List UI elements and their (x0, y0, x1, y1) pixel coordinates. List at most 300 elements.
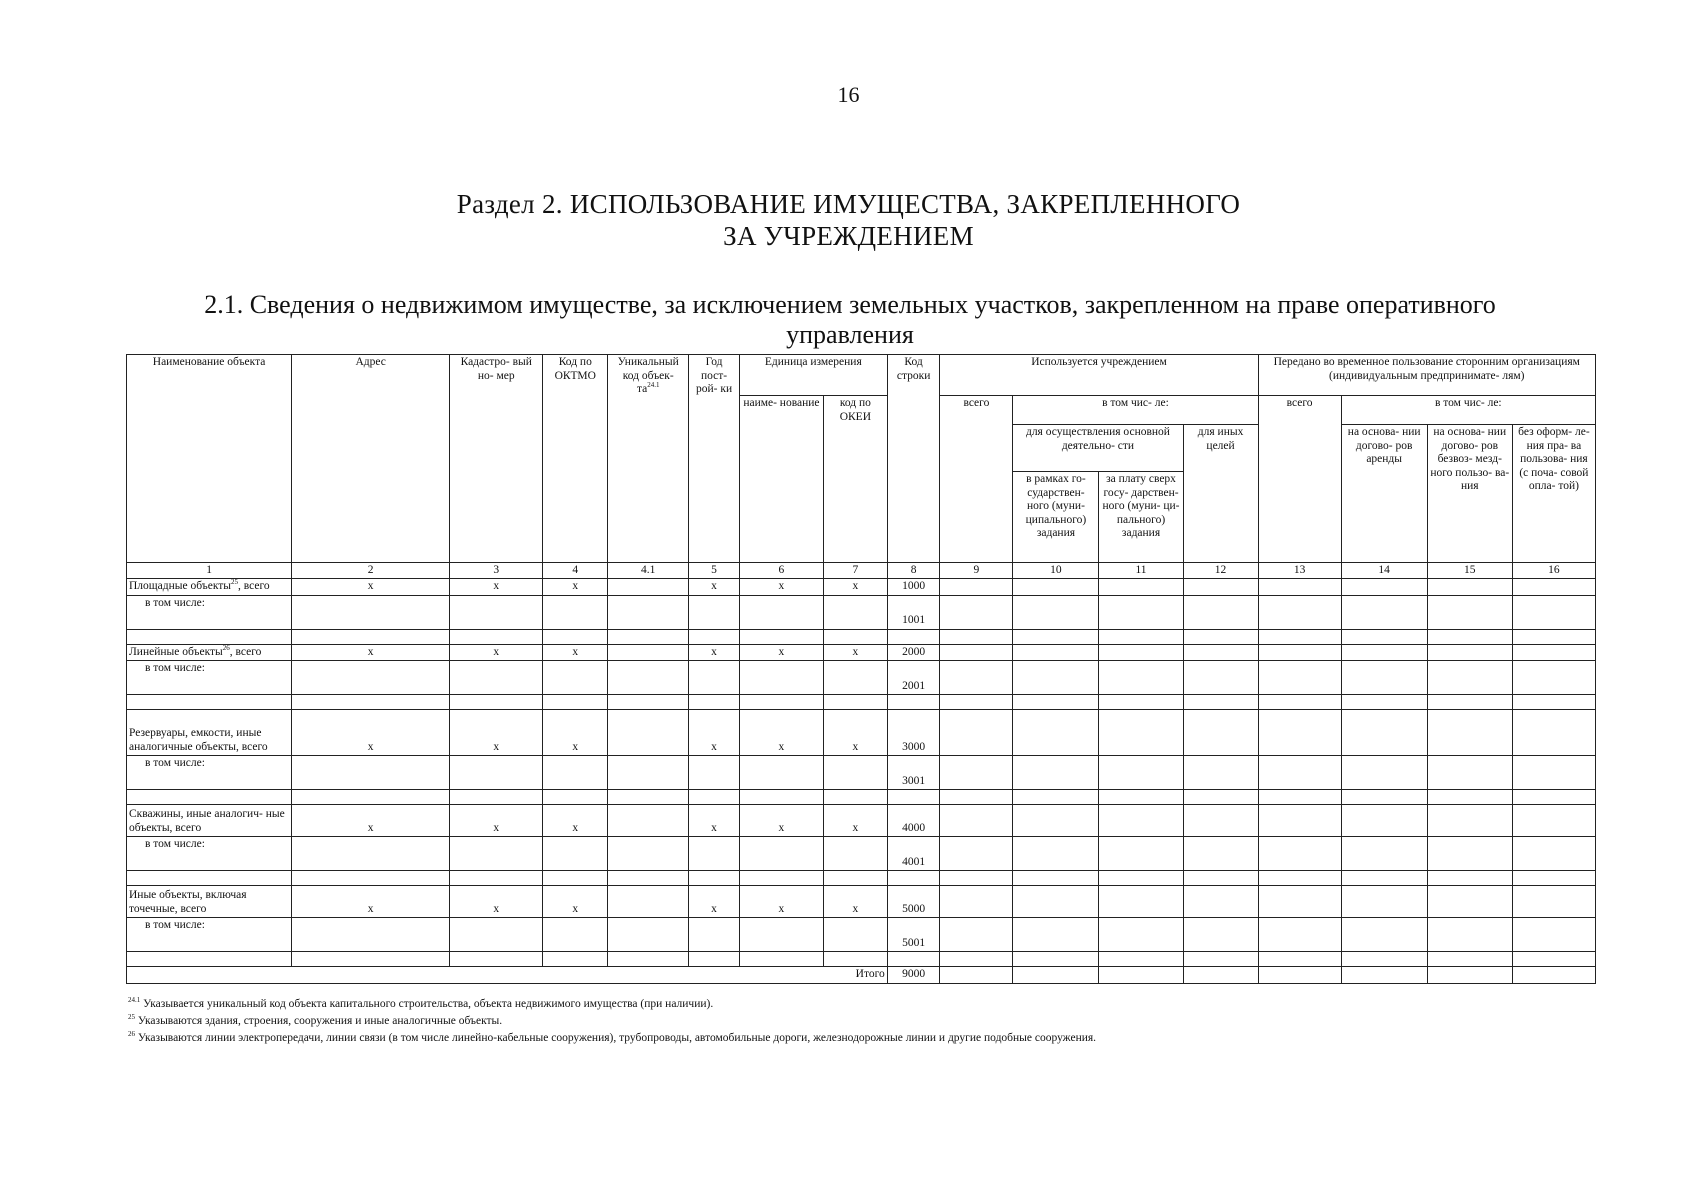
not-applicable-mark: x (543, 644, 608, 661)
hdr-tr-total: всего (1258, 396, 1341, 563)
not-applicable-mark: x (292, 644, 450, 661)
row-code: 2001 (887, 661, 940, 695)
not-applicable-mark: x (823, 805, 887, 837)
data-cell (608, 644, 689, 661)
data-cell[interactable] (1258, 790, 1341, 805)
data-cell[interactable] (1427, 644, 1512, 661)
data-cell[interactable] (1512, 595, 1595, 629)
data-cell[interactable] (608, 695, 689, 710)
data-cell[interactable] (823, 790, 887, 805)
table-row (127, 595, 1596, 629)
data-cell[interactable] (543, 756, 608, 790)
data-cell[interactable] (689, 790, 740, 805)
table-row (127, 837, 1596, 871)
hdr-tr-nodoc: без оформ- ле- ния пра- ва пользова- ния (с поча- совой опла- той) (1512, 425, 1595, 563)
data-cell[interactable] (543, 918, 608, 952)
data-cell[interactable] (1427, 805, 1512, 837)
data-cell[interactable] (1427, 695, 1512, 710)
data-cell[interactable] (823, 918, 887, 952)
data-cell[interactable] (1427, 661, 1512, 695)
data-cell[interactable] (739, 595, 823, 629)
object-name: Скважины, иные аналогич- ные объекты, всего (127, 805, 292, 837)
not-applicable-mark: x (543, 710, 608, 756)
data-cell[interactable] (1512, 579, 1595, 596)
data-cell (887, 629, 940, 644)
data-cell[interactable] (940, 886, 1013, 918)
data-cell[interactable] (1341, 837, 1427, 871)
data-cell[interactable] (1258, 579, 1341, 596)
data-cell[interactable] (1258, 967, 1341, 984)
data-cell[interactable] (1341, 967, 1427, 984)
data-cell (608, 579, 689, 596)
data-cell[interactable] (1427, 579, 1512, 596)
table-row (127, 886, 1596, 918)
not-applicable-mark: x (739, 805, 823, 837)
data-cell[interactable] (292, 837, 450, 871)
data-cell[interactable] (543, 790, 608, 805)
data-cell[interactable] (1013, 710, 1099, 756)
data-cell[interactable] (1183, 644, 1258, 661)
data-cell[interactable] (1183, 805, 1258, 837)
column-number: 14 (1341, 563, 1427, 579)
data-cell[interactable] (543, 952, 608, 967)
data-cell[interactable] (1099, 805, 1183, 837)
data-cell[interactable] (1512, 629, 1595, 644)
data-cell[interactable] (1341, 661, 1427, 695)
data-cell (887, 790, 940, 805)
data-cell[interactable] (823, 661, 887, 695)
data-cell (608, 805, 689, 837)
data-cell[interactable] (1258, 952, 1341, 967)
data-cell[interactable] (1427, 837, 1512, 871)
hdr-used: Используется учреждением (940, 355, 1258, 396)
row-code: 3000 (887, 710, 940, 756)
data-cell[interactable] (1183, 579, 1258, 596)
column-number: 12 (1183, 563, 1258, 579)
data-cell[interactable] (940, 661, 1013, 695)
object-name: Площадные объекты$^{25}$, всего (127, 579, 292, 596)
data-cell[interactable] (823, 837, 887, 871)
column-number: 9 (940, 563, 1013, 579)
data-cell[interactable] (1183, 595, 1258, 629)
column-number: 10 (1013, 563, 1099, 579)
data-cell[interactable] (608, 595, 689, 629)
not-applicable-mark: x (739, 886, 823, 918)
table-row (127, 805, 1596, 837)
table-row (127, 644, 1596, 661)
object-name: Линейные объекты$^{26}$, всего (127, 644, 292, 661)
row-code: 4000 (887, 805, 940, 837)
data-cell[interactable] (450, 871, 543, 886)
footnote-text: Указываются линии электропередачи, линии связи (в том числе линейно-кабельные сооружения), трубопроводы, автомобильные дороги, железнодорожные линии и другие подобные сооружения. (137, 1032, 1097, 1044)
footnote-mark: 24.1 (128, 996, 141, 1005)
data-cell[interactable] (1512, 710, 1595, 756)
data-cell[interactable] (940, 629, 1013, 644)
data-cell[interactable] (1013, 644, 1099, 661)
hdr-tr-lease: на основа- нии догово- ров аренды (1341, 425, 1427, 563)
data-cell[interactable] (1099, 871, 1183, 886)
data-cell[interactable] (1183, 695, 1258, 710)
column-number: 6 (739, 563, 823, 579)
not-applicable-mark: x (689, 805, 740, 837)
not-applicable-mark: x (543, 579, 608, 596)
not-applicable-mark: x (450, 579, 543, 596)
data-cell[interactable] (689, 837, 740, 871)
table-row (127, 579, 1596, 596)
data-cell[interactable] (1258, 918, 1341, 952)
data-cell[interactable] (1512, 871, 1595, 886)
section-title-line2: ЗА УЧРЕЖДЕНИЕМ (723, 221, 974, 251)
column-number: 15 (1427, 563, 1512, 579)
data-cell[interactable] (292, 756, 450, 790)
subsection-title-line1: 2.1. Сведения о недвижимом имуществе, за исключением земельных участков, закрепленном на праве оперативного (204, 290, 1496, 319)
hdr-tr-incl: в том чис- ле: (1341, 396, 1595, 425)
data-cell[interactable] (1258, 644, 1341, 661)
data-cell[interactable] (1099, 661, 1183, 695)
data-cell[interactable] (608, 629, 689, 644)
data-cell[interactable] (1183, 967, 1258, 984)
data-cell[interactable] (1341, 644, 1427, 661)
data-cell[interactable] (450, 595, 543, 629)
data-cell[interactable] (1258, 629, 1341, 644)
hdr-used-main: для осуществления основной деятельно- сти (1013, 425, 1183, 472)
row-code: 9000 (887, 967, 940, 984)
not-applicable-mark: x (543, 805, 608, 837)
hdr-used-incl: в том чис- ле: (1013, 396, 1258, 425)
data-cell (127, 629, 292, 644)
data-cell[interactable] (1341, 886, 1427, 918)
data-cell[interactable] (608, 756, 689, 790)
not-applicable-mark: x (689, 710, 740, 756)
data-cell[interactable] (1013, 790, 1099, 805)
hdr-unique-code: Уникальный код объек- $та^{24.1}$ (608, 355, 689, 563)
data-cell[interactable] (739, 790, 823, 805)
data-cell[interactable] (292, 595, 450, 629)
data-cell[interactable] (823, 595, 887, 629)
data-cell[interactable] (823, 952, 887, 967)
data-cell[interactable] (1099, 967, 1183, 984)
row-code: 5000 (887, 886, 940, 918)
data-cell[interactable] (940, 595, 1013, 629)
data-cell[interactable] (1258, 756, 1341, 790)
data-cell (887, 871, 940, 886)
footnote (128, 1013, 1588, 1030)
data-cell[interactable] (1013, 918, 1099, 952)
table-row (127, 918, 1596, 952)
including-label: в том числе: (127, 837, 292, 871)
data-cell[interactable] (940, 756, 1013, 790)
data-cell[interactable] (1183, 756, 1258, 790)
data-cell (608, 886, 689, 918)
data-cell[interactable] (292, 695, 450, 710)
not-applicable-mark: x (689, 886, 740, 918)
data-cell[interactable] (450, 756, 543, 790)
data-cell[interactable] (292, 952, 450, 967)
data-cell[interactable] (1099, 579, 1183, 596)
data-cell[interactable] (1341, 918, 1427, 952)
footnote-text: Указывается уникальный код объекта капитального строительства, объекта недвижимого имущества (при наличии). (143, 998, 714, 1010)
data-cell[interactable] (823, 629, 887, 644)
data-cell[interactable] (940, 918, 1013, 952)
including-label: в том числе: (127, 918, 292, 952)
data-cell[interactable] (1013, 871, 1099, 886)
subsection-title-line2: управления (786, 320, 914, 349)
data-cell[interactable] (739, 871, 823, 886)
data-cell[interactable] (823, 695, 887, 710)
data-cell[interactable] (1013, 837, 1099, 871)
data-cell[interactable] (1099, 918, 1183, 952)
data-cell[interactable] (292, 918, 450, 952)
data-cell[interactable] (1099, 595, 1183, 629)
data-cell[interactable] (940, 967, 1013, 984)
data-cell (127, 695, 292, 710)
data-cell[interactable] (940, 710, 1013, 756)
data-cell[interactable] (1099, 695, 1183, 710)
data-cell (887, 695, 940, 710)
data-cell[interactable] (1258, 837, 1341, 871)
data-cell[interactable] (1427, 918, 1512, 952)
data-cell[interactable] (1258, 710, 1341, 756)
data-cell[interactable] (739, 629, 823, 644)
data-cell[interactable] (450, 661, 543, 695)
data-cell[interactable] (543, 629, 608, 644)
data-cell[interactable] (689, 629, 740, 644)
column-number-row (127, 563, 1596, 579)
data-cell[interactable] (1013, 952, 1099, 967)
data-cell[interactable] (1341, 756, 1427, 790)
data-cell[interactable] (1099, 629, 1183, 644)
not-applicable-mark: x (823, 710, 887, 756)
data-cell[interactable] (1427, 952, 1512, 967)
data-cell[interactable] (1341, 710, 1427, 756)
data-cell[interactable] (608, 837, 689, 871)
data-cell[interactable] (1013, 661, 1099, 695)
data-cell[interactable] (689, 756, 740, 790)
data-cell[interactable] (450, 918, 543, 952)
data-cell[interactable] (1427, 756, 1512, 790)
data-cell[interactable] (1013, 805, 1099, 837)
data-cell[interactable] (1512, 918, 1595, 952)
data-cell[interactable] (1013, 967, 1099, 984)
column-number: 4.1 (608, 563, 689, 579)
row-code: 1001 (887, 595, 940, 629)
data-cell[interactable] (689, 918, 740, 952)
data-cell[interactable] (739, 756, 823, 790)
data-cell[interactable] (1512, 790, 1595, 805)
subsection-title (120, 290, 1580, 350)
data-cell[interactable] (1183, 629, 1258, 644)
not-applicable-mark: x (823, 579, 887, 596)
data-cell[interactable] (1427, 967, 1512, 984)
data-cell[interactable] (1341, 871, 1427, 886)
column-number: 1 (127, 563, 292, 579)
data-cell[interactable] (1258, 805, 1341, 837)
not-applicable-mark: x (543, 886, 608, 918)
data-cell[interactable] (1183, 918, 1258, 952)
data-cell[interactable] (739, 918, 823, 952)
data-cell[interactable] (1341, 952, 1427, 967)
data-cell[interactable] (1427, 595, 1512, 629)
data-cell[interactable] (1512, 886, 1595, 918)
data-cell[interactable] (1183, 886, 1258, 918)
column-number: 3 (450, 563, 543, 579)
footnote-mark: 25 (128, 1013, 135, 1022)
data-cell[interactable] (450, 790, 543, 805)
data-cell[interactable] (1512, 967, 1595, 984)
hdr-used-total: всего (940, 396, 1013, 563)
table-row (127, 629, 1596, 644)
data-cell[interactable] (450, 629, 543, 644)
data-cell[interactable] (1183, 661, 1258, 695)
data-cell[interactable] (1183, 952, 1258, 967)
data-cell[interactable] (543, 695, 608, 710)
data-cell[interactable] (1258, 595, 1341, 629)
not-applicable-mark: x (292, 886, 450, 918)
data-cell[interactable] (608, 661, 689, 695)
footnote-text: Указываются здания, строения, сооружения и иные аналогичные объекты. (137, 1015, 503, 1027)
data-cell[interactable] (1013, 756, 1099, 790)
data-cell[interactable] (543, 871, 608, 886)
data-cell (887, 952, 940, 967)
data-cell[interactable] (292, 871, 450, 886)
data-cell[interactable] (1512, 661, 1595, 695)
data-cell[interactable] (450, 837, 543, 871)
not-applicable-mark: x (450, 805, 543, 837)
data-cell[interactable] (1099, 710, 1183, 756)
data-cell[interactable] (1341, 805, 1427, 837)
not-applicable-mark: x (739, 579, 823, 596)
data-cell[interactable] (689, 661, 740, 695)
data-cell[interactable] (608, 952, 689, 967)
data-cell[interactable] (292, 661, 450, 695)
data-cell[interactable] (1013, 886, 1099, 918)
data-cell[interactable] (1013, 629, 1099, 644)
data-cell[interactable] (1099, 952, 1183, 967)
data-cell[interactable] (1512, 805, 1595, 837)
not-applicable-mark: x (450, 886, 543, 918)
hdr-oktmo: Код по ОКТМО (543, 355, 608, 563)
data-cell[interactable] (940, 837, 1013, 871)
not-applicable-mark: x (739, 644, 823, 661)
data-cell[interactable] (823, 756, 887, 790)
hdr-row-code: Код строки (887, 355, 940, 563)
including-label: в том числе: (127, 756, 292, 790)
data-cell[interactable] (1099, 644, 1183, 661)
hdr-year: Год пост- рой- ки (689, 355, 740, 563)
data-cell[interactable] (1512, 644, 1595, 661)
column-number: 5 (689, 563, 740, 579)
data-cell[interactable] (1258, 871, 1341, 886)
data-cell[interactable] (689, 595, 740, 629)
row-code: 3001 (887, 756, 940, 790)
data-cell[interactable] (1341, 629, 1427, 644)
data-cell[interactable] (739, 695, 823, 710)
data-cell[interactable] (543, 837, 608, 871)
data-cell[interactable] (739, 952, 823, 967)
data-cell[interactable] (940, 790, 1013, 805)
data-cell[interactable] (1183, 871, 1258, 886)
footnotes (128, 996, 1588, 1047)
data-cell[interactable] (823, 871, 887, 886)
data-cell[interactable] (1427, 710, 1512, 756)
hdr-used-fee: за плату сверх госу- дарствен- ного (муни- ци- пального) задания (1099, 472, 1183, 563)
not-applicable-mark: x (689, 644, 740, 661)
data-cell[interactable] (1258, 886, 1341, 918)
data-cell[interactable] (1341, 790, 1427, 805)
data-cell[interactable] (1341, 695, 1427, 710)
data-cell[interactable] (940, 952, 1013, 967)
data-cell[interactable] (292, 790, 450, 805)
data-cell[interactable] (1183, 790, 1258, 805)
data-cell[interactable] (1512, 837, 1595, 871)
not-applicable-mark: x (450, 644, 543, 661)
data-cell[interactable] (1427, 790, 1512, 805)
data-cell[interactable] (608, 790, 689, 805)
data-cell[interactable] (1183, 837, 1258, 871)
data-cell[interactable] (1427, 871, 1512, 886)
data-cell[interactable] (739, 661, 823, 695)
data-cell[interactable] (1512, 695, 1595, 710)
data-cell[interactable] (1258, 661, 1341, 695)
column-number: 13 (1258, 563, 1341, 579)
data-cell[interactable] (940, 579, 1013, 596)
data-cell (127, 790, 292, 805)
row-code: 1000 (887, 579, 940, 596)
column-number: 2 (292, 563, 450, 579)
data-cell[interactable] (543, 661, 608, 695)
data-cell[interactable] (1183, 710, 1258, 756)
data-cell[interactable] (689, 871, 740, 886)
data-cell[interactable] (1512, 756, 1595, 790)
hdr-unit-okei: код по ОКЕИ (823, 396, 887, 563)
data-cell[interactable] (292, 629, 450, 644)
hdr-unit: Единица измерения (739, 355, 887, 396)
data-cell[interactable] (608, 918, 689, 952)
data-cell[interactable] (940, 695, 1013, 710)
data-cell[interactable] (1341, 595, 1427, 629)
not-applicable-mark: x (823, 644, 887, 661)
footnote-mark: 26 (128, 1030, 135, 1039)
data-cell[interactable] (1099, 756, 1183, 790)
data-cell (127, 871, 292, 886)
data-cell[interactable] (1099, 790, 1183, 805)
data-cell[interactable] (940, 805, 1013, 837)
data-cell[interactable] (1427, 629, 1512, 644)
total-row (127, 967, 1596, 984)
data-cell[interactable] (689, 695, 740, 710)
data-cell[interactable] (608, 871, 689, 886)
row-code: 2000 (887, 644, 940, 661)
hdr-address: Адрес (292, 355, 450, 563)
data-cell[interactable] (1013, 695, 1099, 710)
data-cell[interactable] (450, 695, 543, 710)
data-cell[interactable] (1013, 579, 1099, 596)
data-cell[interactable] (940, 871, 1013, 886)
data-cell[interactable] (1427, 886, 1512, 918)
data-cell[interactable] (1099, 837, 1183, 871)
data-cell[interactable] (1341, 579, 1427, 596)
data-cell[interactable] (1013, 595, 1099, 629)
data-cell[interactable] (739, 837, 823, 871)
data-cell[interactable] (1258, 695, 1341, 710)
data-cell[interactable] (1512, 952, 1595, 967)
data-cell[interactable] (1099, 886, 1183, 918)
data-cell[interactable] (689, 952, 740, 967)
column-number: 11 (1099, 563, 1183, 579)
data-cell[interactable] (543, 595, 608, 629)
data-cell[interactable] (450, 952, 543, 967)
data-cell[interactable] (940, 644, 1013, 661)
